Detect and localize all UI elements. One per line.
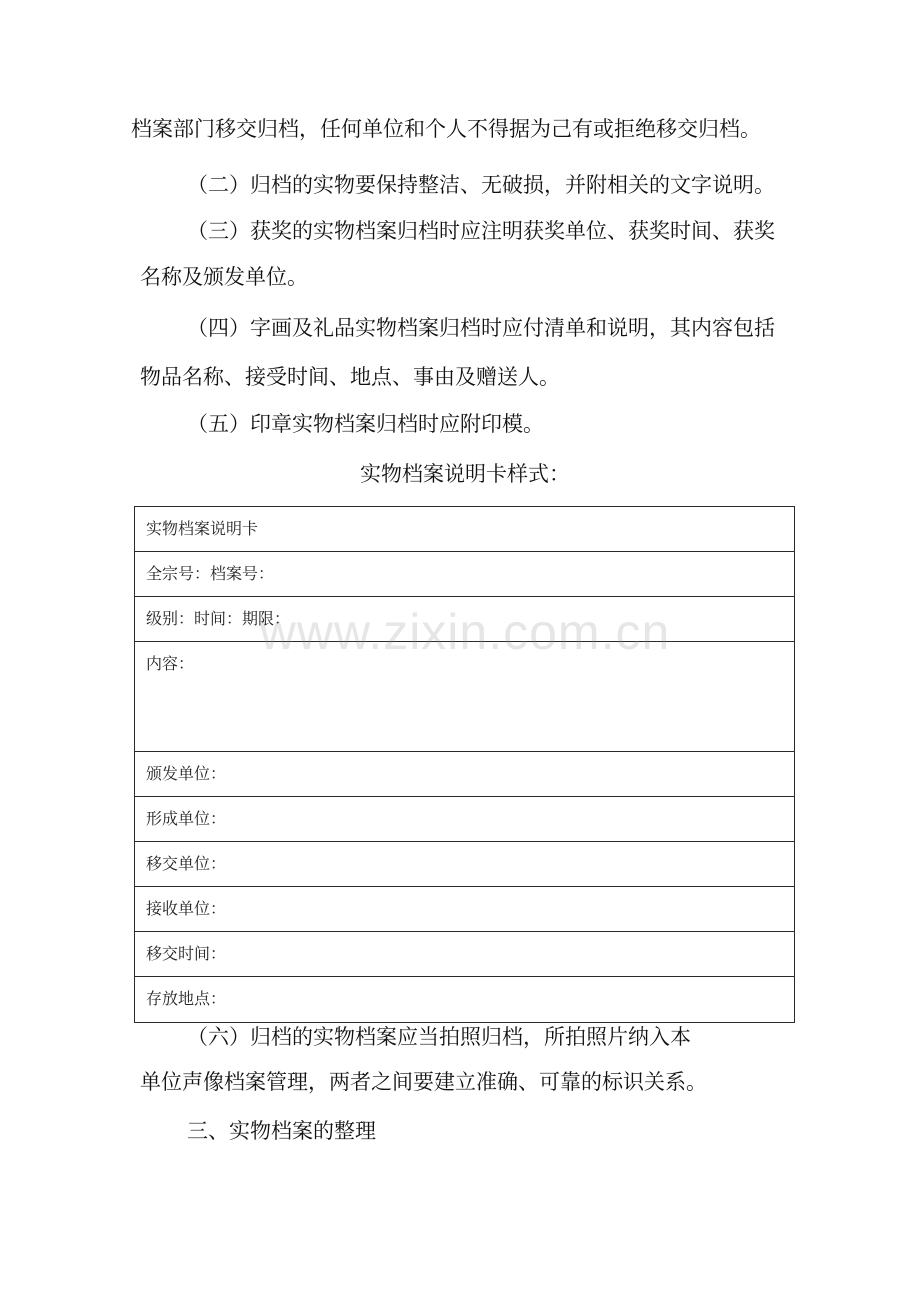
paragraph-item-4-cont: 物品名称、接受时间、地点、事由及赠送人。	[140, 365, 560, 389]
card-title-row: 实物档案说明卡	[135, 507, 794, 552]
paragraph-item-4: （四）字画及礼品实物档案归档时应付清单和说明，其内容包括	[187, 316, 775, 340]
paragraph-item-2: （二）归档的实物要保持整洁、无破损，并附相关的文字说明。	[187, 173, 775, 197]
card-row-issuing-unit: 颁发单位：	[135, 752, 794, 797]
card-row-storage-location: 存放地点：	[146, 989, 227, 1008]
card-caption: 实物档案说明卡样式：	[360, 462, 570, 486]
card-row-receiving-unit: 接收单位：	[135, 887, 794, 932]
paragraph-item-3-cont: 名称及颁发单位。	[140, 265, 308, 289]
section-heading: 三、实物档案的整理	[187, 1119, 376, 1143]
paragraph-line: 档案部门移交归档，任何单位和个人不得据为己有或拒绝移交归档。	[131, 117, 761, 141]
paragraph-item-6-cont: 单位声像档案管理，两者之间要建立准确、可靠的标识关系。	[140, 1070, 707, 1094]
card-row-transfer-time: 移交时间：	[135, 932, 794, 977]
paragraph-item-6: （六）归档的实物档案应当拍照归档，所拍照片纳入本	[187, 1025, 691, 1049]
archive-description-card	[134, 506, 795, 1023]
watermark: www.zixin.com.cn	[259, 604, 671, 660]
paragraph-item-3: （三）获奖的实物档案归档时应注明获奖单位、获奖时间、获奖	[187, 219, 775, 243]
card-row-transferring-unit: 移交单位：	[135, 842, 794, 887]
card-row-fonds-archive-no: 全宗号：档案号：	[135, 552, 794, 597]
paragraph-item-5: （五）印章实物档案归档时应附印模。	[187, 412, 544, 436]
card-row-forming-unit: 形成单位：	[135, 797, 794, 842]
card-row-content: 内容：	[135, 642, 794, 752]
card-row-level-time-term: 级别：时间：期限：	[135, 597, 794, 642]
